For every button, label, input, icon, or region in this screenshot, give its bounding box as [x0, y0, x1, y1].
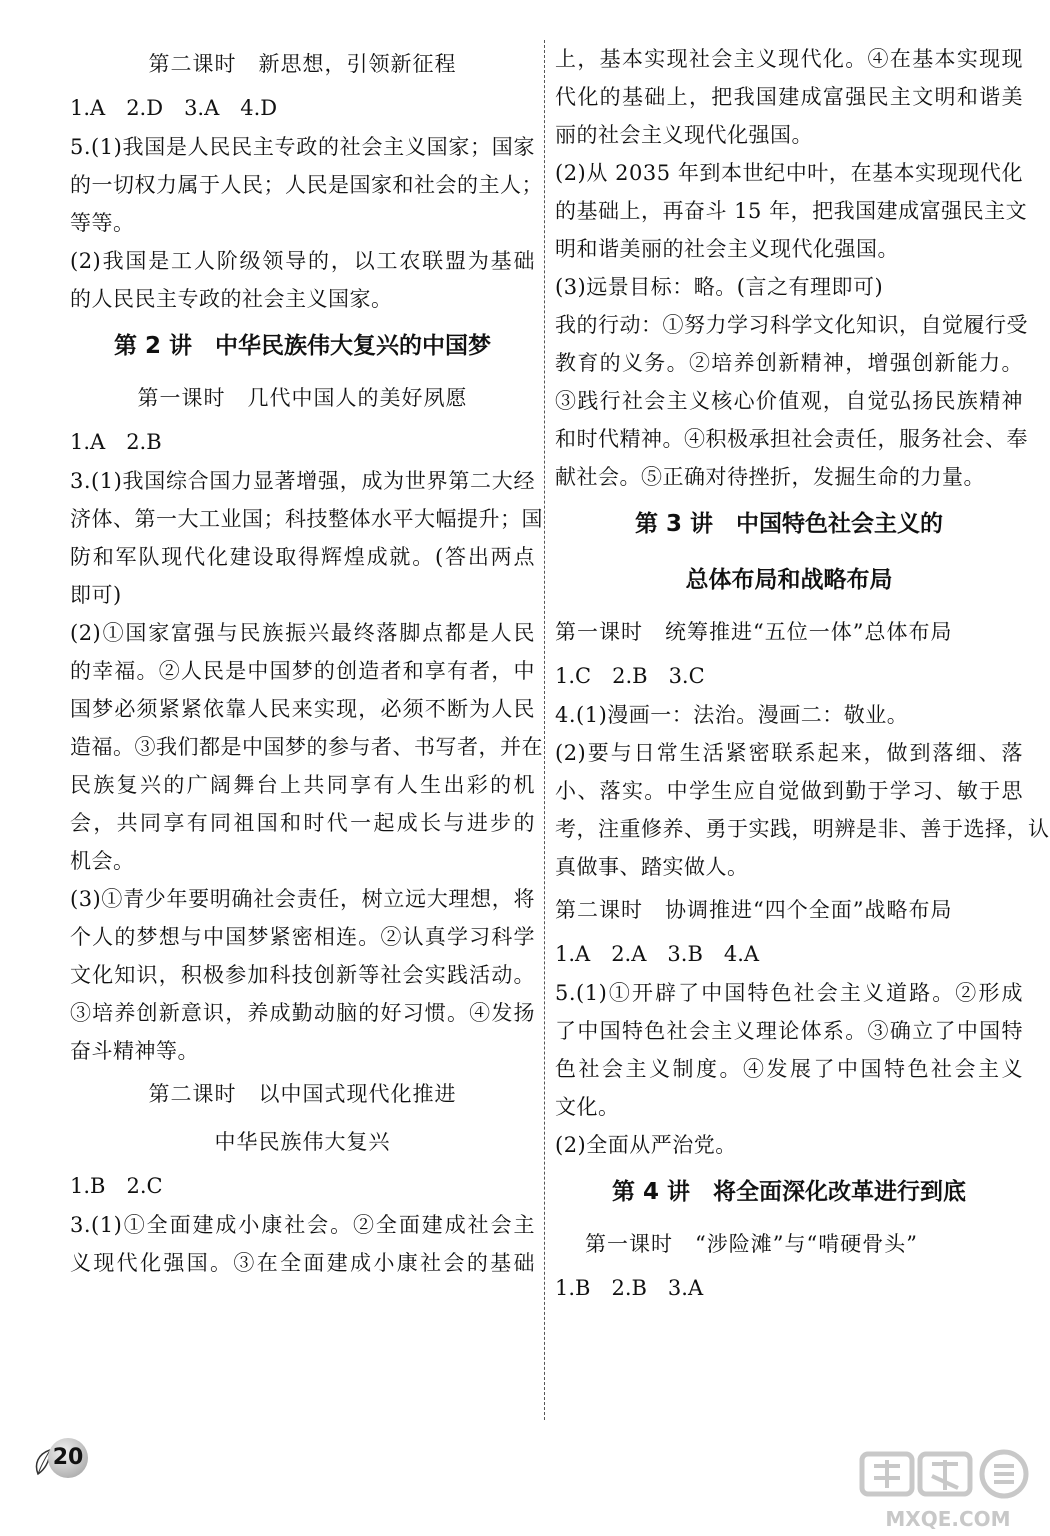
section-title: 第一课时 “涉险滩”与“啃硬骨头” — [585, 1232, 918, 1256]
answer-line: 防和军队现代化建设取得辉煌成就。(答出两点 — [70, 545, 535, 569]
answer-line: 个人的梦想与中国梦紧密相连。②认真学习科学 — [70, 925, 535, 949]
answer-line: 文化知识，积极参加科技创新等社会实践活动。 — [70, 963, 535, 987]
watermark-icon — [858, 1448, 1038, 1532]
answer-line: 明和谐美丽的社会主义现代化强国。 — [555, 237, 899, 261]
lesson-heading-cont: 总体布局和战略布局 — [685, 567, 893, 593]
answer-line: 献社会。⑤正确对待挫折，发掘生命的力量。 — [555, 465, 985, 489]
choice-answers: 1.A 2.A 3.B 4.A — [555, 942, 760, 966]
answer-line: 5.(1)我国是人民民主专政的社会主义国家；国家 — [70, 135, 535, 159]
lesson-heading: 第 2 讲 中华民族伟大复兴的中国梦 — [113, 333, 492, 359]
answer-line: 等等。 — [70, 211, 135, 235]
answer-line: 了中国特色社会主义理论体系。③确立了中国特 — [555, 1019, 1023, 1043]
answer-line: 色社会主义制度。④发展了中国特色社会主义 — [555, 1057, 1023, 1081]
answer-line: (2)要与日常生活紧密联系起来，做到落细、落 — [555, 741, 1023, 765]
choice-answers: 1.C 2.B 3.C — [555, 664, 705, 688]
section-title: 第二课时 新思想，引领新征程 — [148, 52, 457, 76]
answer-line: (2)全面从严治党。 — [555, 1133, 737, 1157]
watermark-logo — [858, 1448, 1038, 1532]
page-number: 20 — [52, 1445, 84, 1470]
answer-line: 上，基本实现社会主义现代化。④在基本实现现 — [555, 47, 1023, 71]
answer-line: (3)①青少年要明确社会责任，树立远大理想，将 — [70, 887, 535, 911]
left-column — [70, 40, 543, 1282]
answer-line: 造福。③我们都是中国梦的参与者、书写者，并在 — [70, 735, 543, 759]
answer-line: 5.(1)①开辟了中国特色社会主义道路。②形成 — [555, 981, 1023, 1005]
choice-answers: 1.A 2.D 3.A 4.D — [70, 96, 278, 120]
section-title: 第一课时 几代中国人的美好夙愿 — [137, 386, 468, 410]
answer-line: 3.(1)我国综合国力显著增强，成为世界第二大经 — [70, 469, 535, 493]
answer-line: 我的行动：①努力学习科学文化知识，自觉履行受 — [555, 313, 1028, 337]
right-column — [555, 40, 1050, 1308]
answer-line: (2)从 2035 年到本世纪中叶，在基本实现现代化 — [555, 161, 1023, 185]
answer-line: 3.(1)①全面建成小康社会。②全面建成社会主 — [70, 1213, 535, 1237]
choice-answers: 1.B 2.B 3.A — [555, 1276, 704, 1300]
answer-line: 和时代精神。④积极承担社会责任，服务社会、奉 — [555, 427, 1028, 451]
column-divider — [544, 40, 545, 1420]
answer-line: (3)远景目标：略。(言之有理即可) — [555, 275, 884, 299]
answer-line: 真做事、踏实做人。 — [555, 855, 749, 879]
watermark-url: MXQE.COM — [885, 1507, 1011, 1531]
answer-line: 教育的义务。②培养创新精神，增强创新能力。 — [555, 351, 1023, 375]
answer-line: 机会。 — [70, 849, 135, 873]
answer-line: 奋斗精神等。 — [70, 1039, 199, 1063]
answer-line: 的一切权力属于人民；人民是国家和社会的主人； — [70, 173, 543, 197]
answer-line: 小、落实。中学生应自觉做到勤于学习、敏于思 — [555, 779, 1023, 803]
lesson-heading: 第 3 讲 中国特色社会主义的 — [634, 511, 944, 537]
answer-line: 国梦必须紧紧依靠人民来实现，必须不断为人民 — [70, 697, 535, 721]
answer-line: 会，共同享有同祖国和时代一起成长与进步的 — [70, 811, 535, 835]
answer-line: 考，注重修养、勇于实践，明辨是非、善于选择，认 — [555, 817, 1050, 841]
section-title: 第一课时 统筹推进“五位一体”总体布局 — [555, 620, 953, 644]
answer-line: 丽的社会主义现代化强国。 — [555, 123, 813, 147]
section-title: 第二课时 以中国式现代化推进 — [148, 1082, 457, 1106]
answer-line: 义现代化强国。③在全面建成小康社会的基础 — [70, 1251, 535, 1275]
answer-line: 的人民民主专政的社会主义国家。 — [70, 287, 393, 311]
answer-line: 4.(1)漫画一：法治。漫画二：敬业。 — [555, 703, 909, 727]
answer-line: ③践行社会主义核心价值观，自觉弘扬民族精神 — [555, 389, 1023, 413]
answer-line: 文化。 — [555, 1095, 620, 1119]
section-title-cont: 中华民族伟大复兴 — [214, 1130, 391, 1154]
answer-line: 济体、第一大工业国；科技整体水平大幅提升；国 — [70, 507, 543, 531]
answer-line: 代化的基础上，把我国建成富强民主文明和谐美 — [555, 85, 1023, 109]
choice-answers: 1.B 2.C — [70, 1174, 163, 1198]
lesson-heading: 第 4 讲 将全面深化改革进行到底 — [611, 1179, 967, 1205]
answer-line: 即可) — [70, 583, 122, 607]
choice-answers: 1.A 2.B — [70, 430, 162, 454]
answer-line: 民族复兴的广阔舞台上共同享有人生出彩的机 — [70, 773, 535, 797]
answer-line: (2)我国是工人阶级领导的，以工农联盟为基础 — [70, 249, 535, 273]
answer-line: 的幸福。②人民是中国梦的创造者和享有者，中 — [70, 659, 535, 683]
answer-line: 的基础上，再奋斗 15 年，把我国建成富强民主文 — [555, 199, 1028, 223]
answer-line: (2)①国家富强与民族振兴最终落脚点都是人民 — [70, 621, 535, 645]
page-number-badge — [34, 1436, 96, 1480]
section-title: 第二课时 协调推进“四个全面”战略布局 — [555, 898, 953, 922]
answer-line: ③培养创新意识，养成勤动脑的好习惯。④发扬 — [70, 1001, 535, 1025]
